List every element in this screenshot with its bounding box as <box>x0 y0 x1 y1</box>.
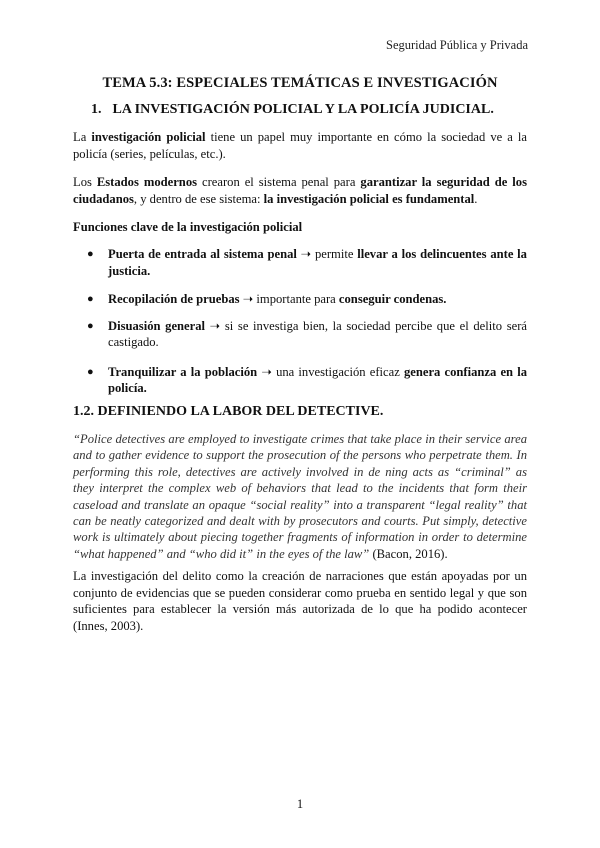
text-run: ➝ importante para <box>239 292 339 306</box>
page-number: 1 <box>296 797 304 811</box>
section-1-2-heading: 1.2. DEFINIENDO LA LABOR DEL DETECTIVE. <box>73 404 384 419</box>
section-1-heading <box>91 102 494 118</box>
section-1-title: LA INVESTIGACIÓN POLICIAL Y LA POLICÍA JUDICIAL. <box>112 102 494 117</box>
bold-run: Recopilación de pruebas <box>108 292 240 306</box>
list-item <box>73 318 527 351</box>
quote-citation: (Bacon, 2016). <box>369 546 448 561</box>
text-run: . <box>474 191 478 206</box>
bullet-icon: ● <box>87 248 94 260</box>
page-title: TEMA 5.3: ESPECIALES TEMÁTICAS E INVESTIGACIÓN <box>102 75 498 91</box>
paragraph-estados <box>73 174 527 207</box>
bold-run: Tranquilizar a la población <box>108 364 258 379</box>
bold-run: Estados modernos <box>96 175 198 189</box>
functions-list <box>73 246 527 409</box>
text-run: , y dentro de ese sistema: <box>133 191 264 206</box>
bold-run: investigación policial <box>91 130 206 144</box>
text-run: Los <box>73 175 97 189</box>
bold-run: genera confianza en la policía. <box>108 364 527 395</box>
functions-heading: Funciones clave de la investigación policial <box>73 220 303 234</box>
paragraph-intro <box>73 129 527 162</box>
text-run: ➝ si se investiga bien, la sociedad percibe que el delito será castigado. <box>108 318 527 349</box>
bold-run: la investigación policial es fundamental <box>263 191 475 206</box>
text-run: La <box>73 130 92 144</box>
bold-run: conseguir condenas. <box>338 292 447 306</box>
section-1-number: 1. <box>91 102 102 117</box>
bullet-icon: ● <box>87 293 94 305</box>
text-run: ➝ permite <box>296 247 358 261</box>
paragraph-innes: La investigación del delito como la creación de narraciones que están apoyadas por un conjunto de evidencias que se pueden considerar como prueba en sentido legal y que son suficientes para establecer la versión más autorizada de lo que ha podido acontecer (Innes, 2003). <box>73 569 527 633</box>
bold-run: Disuasión general <box>108 318 206 333</box>
running-header: Seguridad Pública y Privada <box>386 38 528 52</box>
bullet-icon: ● <box>87 365 94 378</box>
text-run: ➝ una investigación eficaz <box>257 364 404 379</box>
quote-text: “Police detectives are employed to investigate crimes that take place in their service area and to gather evidence to support the prosecution of the persons who perpetrate them. In performing this role, detectives are actively involved in de ning acts as “criminal” as they interpret the complex web of behaviors that lead to the incidents that form their caseload and translate an opaque “social reality” into a transparent “legal reality” that can be neatly categorized and dealt with by prosecutors and courts. Put simply, detective work is ultimately about piecing together fragments of information in order to determine “what happened” and “who did it” in the eyes of the law” <box>73 432 527 561</box>
bullet-icon: ● <box>87 319 94 332</box>
bold-run: llevar a los delincuentes ante la justicia. <box>108 247 527 278</box>
list-item <box>73 291 527 308</box>
bold-run: garantizar la seguridad de los ciudadanos <box>73 175 527 206</box>
text-run: tiene un papel muy importante en cómo la sociedad ve a la policía (series, películas, etc.). <box>73 130 527 161</box>
detective-quote <box>73 431 527 562</box>
list-item <box>73 364 527 397</box>
list-item <box>73 246 527 279</box>
bold-run: Puerta de entrada al sistema penal <box>108 247 297 261</box>
text-run: crearon el sistema penal para <box>197 175 361 189</box>
